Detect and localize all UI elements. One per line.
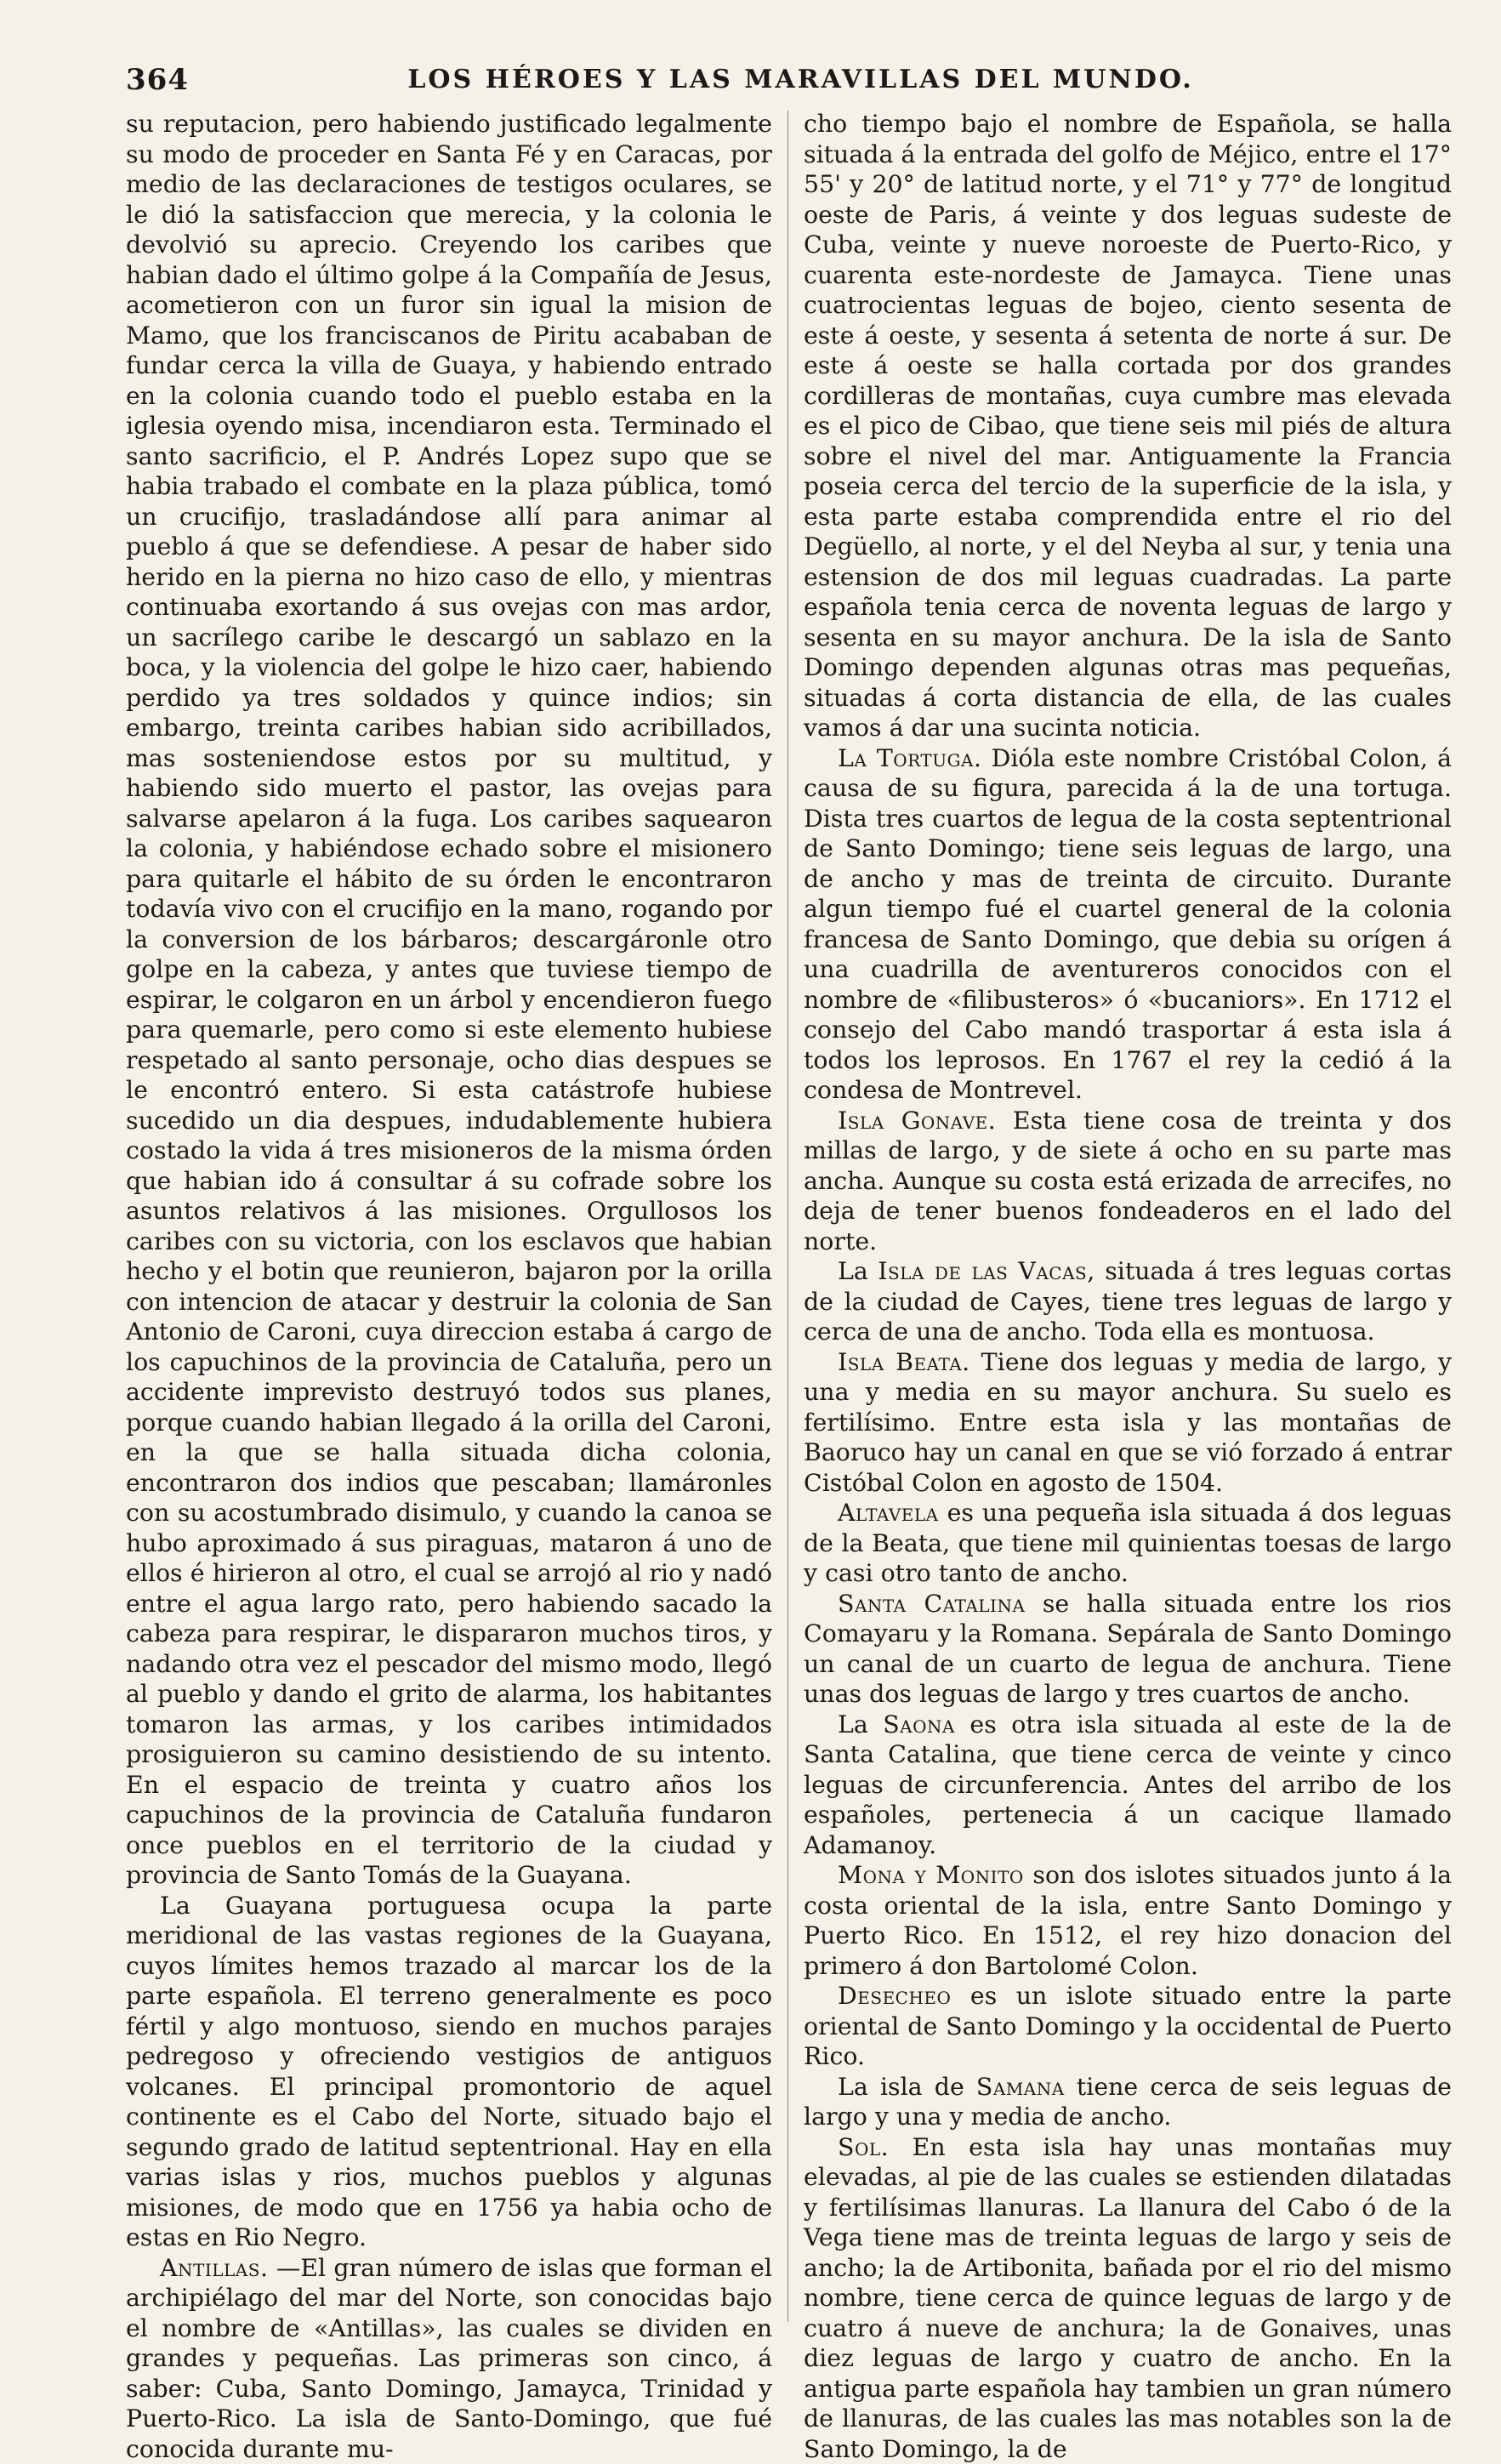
page-number: 364 [126,63,189,97]
right-column [804,109,1452,2320]
running-title: LOS HÉROES Y LAS MARAVILLAS DEL MUNDO. [126,65,1475,94]
paragraph-antillas [126,2253,772,2464]
section-lead-vacas: Isla de las Vacas, [878,1257,1095,1285]
paragraph-vacas-pre: La [838,1257,868,1285]
paragraph-samana-pre: La isla de [838,2073,964,2101]
section-lead-mona: Mona y Monito [838,1861,1024,1889]
section-lead-samana: Samana [976,2073,1065,2101]
section-lead-saona: Saona [883,1710,955,1738]
paragraph-antillas-text: —El gran número de islas que forman el archipiélago del mar del Norte, son conocidas bajo el nombre de «Antillas», las cuales se dividen en grandes y pequeñas. Las primeras son cinco, á saber: Cuba, Santo Domingo, Jamayca, Trinidad y Puerto-Rico. La isla de Santo-Domingo, que fué conocida durante mu- [126,2254,772,2463]
section-lead-gonave: Isla Gonave. [838,1107,996,1135]
paragraph-catalina-text: se halla situada entre los rios Comayaru y la Romana. Sepárala de Santo Domingo un canal de un cuarto de legua de anchura. Tiene unas dos leguas de largo y tres cuartos de ancho. [804,1590,1452,1709]
section-lead-altavela: Altavela [838,1499,939,1527]
column-divider [787,111,788,2322]
paragraph-santo-domingo: cho tiempo bajo el nombre de Española, se halla situada á la entrada del golfo de Méjico, entre el 17° 55' y 20° de latitud norte, y el 71° y 77° de longitud oeste de Paris, á veinte y dos leguas sudeste de Cuba, veinte y nueve noroeste de Puerto-Rico, y cuarenta este-nordeste de Jamayca. Tiene unas cuatrocientas leguas de bojeo, ciento sesenta de este á oeste, y sesenta á setenta de norte á sur. De este á oeste se halla cortada por dos grandes cordilleras de montañas, cuya cumbre mas elevada es el pico de Cibao, que tiene seis mil piés de altura sobre el nivel del mar. Antiguamente la Francia poseia cerca del tercio de la superficie de la isla, y esta parte estaba comprendida entre el rio del Degüello, al norte, y el del Neyba al sur, y tenia una estension de dos mil leguas cuadradas. La parte española tenia cerca de noventa leguas de largo y sesenta en su mayor anchura. De la isla de Santo Domingo dependen algunas otras mas pequeñas, situadas á corta distancia de ella, de las cuales vamos á dar una sucinta noticia. [804,109,1452,743]
paragraph-samana [804,2072,1452,2132]
paragraph-altavela [804,1498,1452,1589]
paragraph-sol [804,2132,1452,2464]
paragraph-desecheo [804,1981,1452,2072]
paragraph-beata [804,1347,1452,1499]
section-lead-tortuga: La Tortuga. [838,744,982,772]
paragraph-guayana-portuguesa: La Guayana portuguesa ocupa la parte meridional de las vastas regiones de la Guayana, cuyos límites hemos trazado al marcar los de la parte española. El terreno generalmente es poco fértil y algo montuoso, siendo en muchos parajes pedregoso y ofreciendo vestigios de antiguos volcanes. El principal promontorio de aquel continente es el Cabo del Norte, situado bajo el segundo grado de latitud septentrional. Hay en ella varias islas y rios, muchos pueblos y algunas misiones, de modo que en 1756 ya habia ocho de estas en Rio Negro. [126,1891,772,2253]
paragraph-saona [804,1710,1452,1861]
page-header [126,63,1475,105]
paragraph-vacas [804,1256,1452,1347]
paragraph-mona-text: son dos islotes situados junto á la costa oriental de la isla, entre Santo Domingo y Puerto Rico. En 1512, el rey hizo donacion del primero á don Bartolomé Colon. [804,1861,1452,1980]
paragraph-beata-text: Tiene dos leguas y media de largo, y una y media en su mayor anchura. Su suelo es fertilísimo. Entre esta isla y las montañas de Baoruco hay un canal en que se vió forzado á entrar Cistóbal Colon en agosto de 1504. [804,1348,1452,1497]
paragraph-gonave [804,1106,1452,1257]
paragraph-tortuga [804,743,1452,1106]
paragraph-mona [804,1860,1452,1981]
section-lead-catalina: Santa Catalina [838,1590,1025,1618]
section-lead-desecheo: Desecheo [838,1982,951,2010]
left-column [126,109,772,2320]
paragraph-tortuga-text: Dióla este nombre Cristóbal Colon, á causa de su figura, parecida á la de una tortuga. Dista tres cuartos de legua de la costa septentrional de Santo Domingo; tiene seis leguas de largo, una de ancho y mas de treinta de circuito. Durante algun tiempo fué el cuartel general de la colonia francesa de Santo Domingo, que debia su orígen á una cuadrilla de aventureros conocidos con el nombre de «filibusteros» ó «bucaniors». En 1712 el consejo del Cabo mandó trasportar á esta isla á todos los leprosos. En 1767 el rey la cedió á la condesa de Montrevel. [804,744,1452,1105]
paragraph-caribes-attack: su reputacion, pero habiendo justificado legalmente su modo de proceder en Santa Fé y en Caracas, por medio de las declaraciones de testigos oculares, se le dió la satisfaccion que merecia, y la colonia le devolvió su aprecio. Creyendo los caribes que habian dado el último golpe á la Compañía de Jesus, acometieron con un furor sin igual la mision de Mamo, que los franciscanos de Piritu acababan de fundar cerca la villa de Guaya, y habiendo entrado en la colonia cuando todo el pueblo estaba en la iglesia oyendo misa, incendiaron esta. Terminado el santo sacrificio, el P. Andrés Lopez supo que se habia trabado el combate en la plaza pública, tomó un crucifijo, trasladándose allí para animar al pueblo á que se defendiese. A pesar de haber sido herido en la pierna no hizo caso de ello, y mientras continuaba exortando á sus ovejas con mas ardor, un sacrílego caribe le descargó un sablazo en la boca, y la violencia del golpe le hizo caer, habiendo perdido ya tres soldados y quince indios; sin embargo, treinta caribes habian sido acribillados, mas sosteniendose estos por su multitud, y habiendo sido muerto el pastor, las ovejas para salvarse apelaron á la fuga. Los caribes saquearon la colonia, y habiéndose echado sobre el misionero para quitarle el hábito de su órden le encontraron todavía vivo con el crucifijo en la mano, rogando por la conversion de los bárbaros; descargáronle otro golpe en la cabeza, y antes que tuviese tiempo de espirar, le colgaron en un árbol y encendieron fuego para quemarle, pero como si este elemento hubiese respetado al santo personaje, ocho dias despues se le encontró entero. Si esta catástrofe hubiese sucedido un dia despues, indudablemente hubiera costado la vida á tres misioneros de la misma órden que habian ido á consultar á su cofrade sobre los asuntos relativos á las misiones. Orgullosos los caribes con su victoria, con los esclavos que habian hecho y el botin que reunieron, bajaron por la orilla con intencion de atacar y destruir la colonia de San Antonio de Caroni, cuya direccion estaba á cargo de los capuchinos de la provincia de Cataluña, pero un accidente imprevisto destruyó todos sus planes, porque cuando habian llegado á la orilla del Caroni, en la que se halla situada dicha colonia, encontraron dos indios que pescaban; llamáronles con su acostumbrado disimulo, y cuando la canoa se hubo aproximado á sus piraguas, mataron á uno de ellos é hirieron al otro, el cual se arrojó al rio y nadó entre el agua largo rato, pero habiendo sacado la cabeza para respirar, le dispararon muchos tiros, y nadando otra vez el pescador del mismo modo, llegó al pueblo y dando el grito de alarma, los habitantes tomaron las armas, y los caribes intimidados prosiguieron su camino desistiendo de su intento. En el espacio de treinta y cuatro años los capuchinos de la provincia de Cataluña fundaron once pueblos en el territorio de la ciudad y provincia de Santo Tomás de la Guayana. [126,109,772,1891]
paragraph-vacas-text: situada á tres leguas cortas de la ciudad de Cayes, tiene tres leguas de largo y cerca de una de ancho. Toda ella es montuosa. [804,1257,1452,1346]
paragraph-gonave-text: Esta tiene cosa de treinta y dos millas de largo, y de siete á ocho en su parte mas ancha. Aunque su costa está erizada de arrecifes, no deja de tener buenos fondeaderos en el lado del norte. [804,1107,1452,1255]
paragraph-samana-text: tiene cerca de seis leguas de largo y una y media de ancho. [804,2073,1452,2131]
paragraph-saona-text: es otra isla situada al este de la de Santa Catalina, que tiene cerca de veinte y cinco leguas de circunferencia. Antes del arribo de los españoles, pertenecia á un cacique llamado Adamanoy. [804,1710,1452,1859]
section-lead-beata: Isla Beata. [838,1348,970,1376]
paragraph-desecheo-text: es un islote situado entre la parte oriental de Santo Domingo y la occidental de Puerto Rico. [804,1982,1452,2070]
paragraph-catalina [804,1589,1452,1710]
paragraph-altavela-text: es una pequeña isla situada á dos leguas de la Beata, que tiene mil quinientas toesas de largo y casi otro tanto de ancho. [804,1499,1452,1587]
paragraph-saona-pre: La [838,1710,868,1738]
section-lead-antillas: Antillas. [160,2254,268,2282]
section-lead-sol: Sol. [838,2133,889,2161]
paragraph-sol-text: En esta isla hay unas montañas muy elevadas, al pie de las cuales se estienden dilatadas y fertilísimas llanuras. La llanura del Cabo ó de la Vega tiene mas de treinta leguas de largo y seis de ancho; la de Artibonita, bañada por el rio del mismo nombre, tiene cerca de quince leguas de largo y de cuatro á nueve de anchura; la de Gonaives, unas diez leguas de largo y cuatro de ancho. En la antigua parte española hay tambien un gran número de llanuras, de las cuales las mas notables son la de Santo Domingo, la de [804,2133,1452,2463]
